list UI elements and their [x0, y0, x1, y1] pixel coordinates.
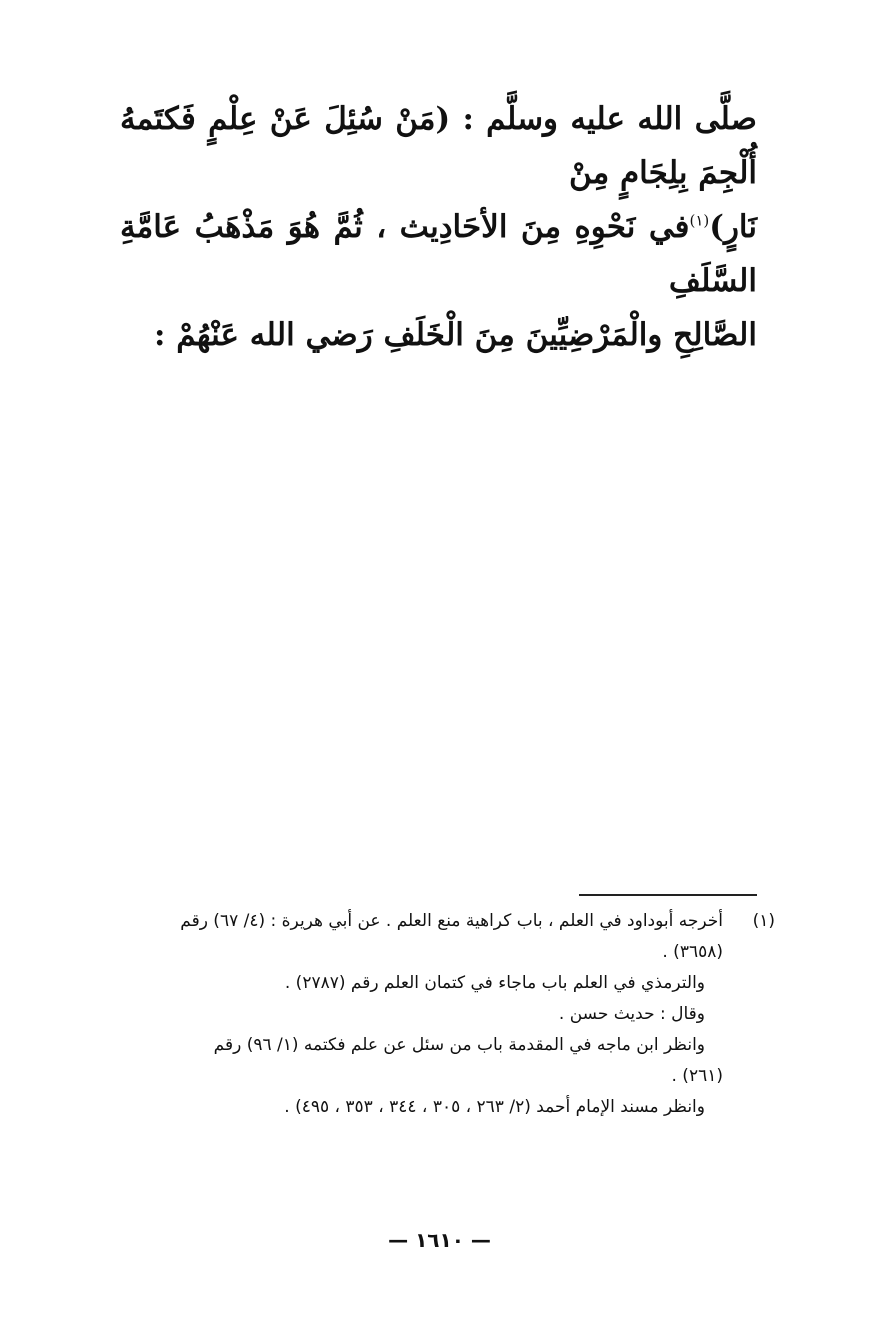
main-text-line-1: صلَّى الله عليه وسلَّم : (مَنْ سُئِلَ عَنْ عِلْمٍ فَكتَمهُ أُلْجِمَ بِلِجَامٍ مِنْ: [120, 101, 757, 191]
footnotes-section: [112, 906, 775, 1123]
footnote-line: والترمذي في العلم باب ماجاء في كتمان العلم رقم (٢٧٨٧) .: [284, 973, 705, 993]
footnote-line: وقال : حديث حسن .: [558, 1004, 705, 1024]
footnote-reference-marker: (١): [689, 211, 710, 230]
page-number: — ١٦١٠ —: [388, 1228, 491, 1252]
footnote-line: وانظر ابن ماجه في المقدمة باب من سئل عن علم فكتمه (١/ ٩٦) رقم: [213, 1035, 705, 1055]
footnote-separator: [579, 894, 757, 896]
main-text-block: [120, 92, 757, 362]
footnote-line: وانظر مسند الإمام أحمد (٢/ ٢٦٣ ، ٣٠٥ ، ٣٤٤ ، ٣٥٣ ، ٤٩٥) .: [284, 1097, 705, 1117]
main-text-line-2: [120, 200, 757, 308]
main-text-line-2-end: في نَحْوِهِ مِنَ الأحَادِيث ، ثُمَّ هُوَ مَذْهَبُ عَامَّةِ السَّلَفِ: [120, 209, 757, 299]
footnote-entry: [112, 906, 775, 1123]
footnote-line: (٣٦٥٨) .: [662, 942, 723, 962]
main-text-line-2-start: نَارٍ): [709, 209, 757, 245]
footnote-number: (١): [752, 911, 775, 931]
footnote-line: (٢٦١) .: [671, 1066, 723, 1086]
footnote-line: أخرجه أبوداود في العلم ، باب كراهية منع العلم . عن أبي هريرة : (٤/ ٦٧) رقم: [180, 911, 723, 931]
footnote-body: [112, 906, 723, 1123]
main-text-line-3: الصَّالِحِ والْمَرْضِيِّينَ مِنَ الْخَلَفِ رَضي الله عَنْهُمْ :: [154, 317, 757, 353]
